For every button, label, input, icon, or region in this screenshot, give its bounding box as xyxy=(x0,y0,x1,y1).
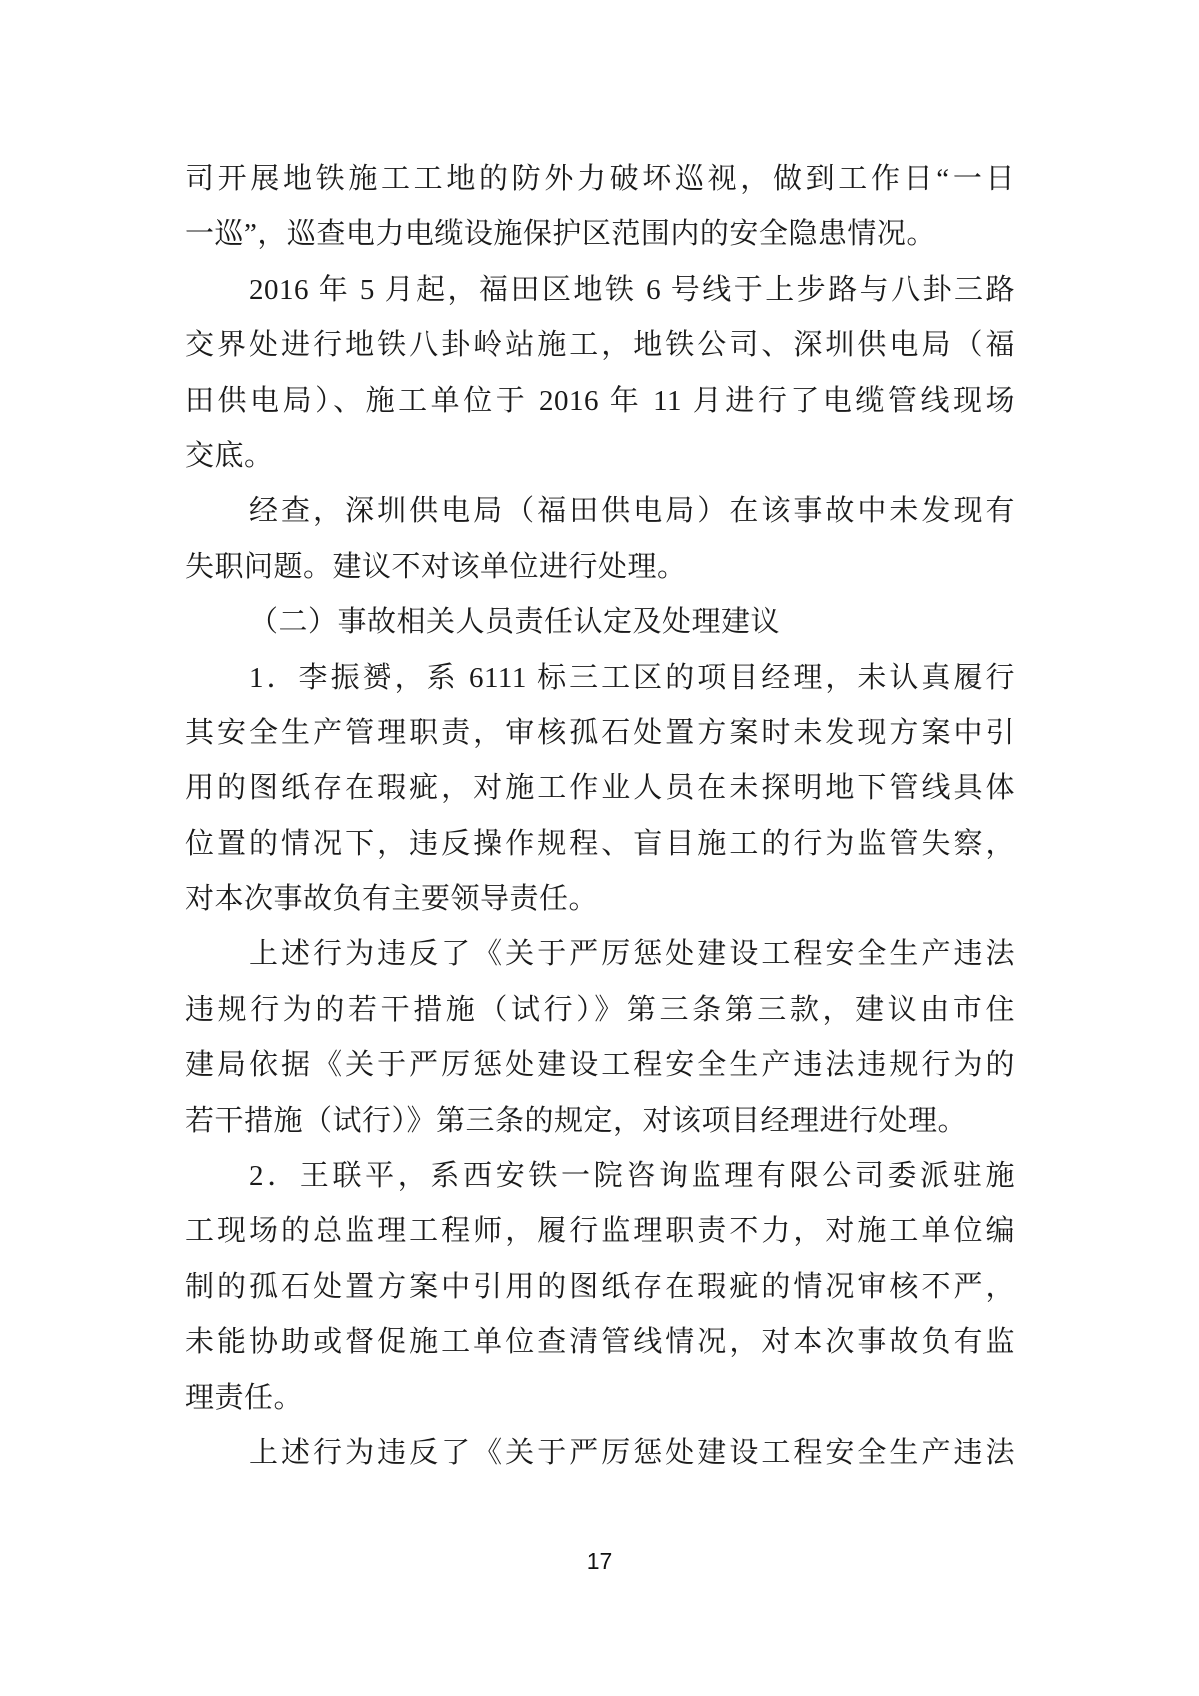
text-line: 交底。 xyxy=(185,439,274,472)
paragraph xyxy=(185,484,1015,595)
text-line: 若干措施（试行）》第三条的规定，对该项目经理进行处理。 xyxy=(185,1104,968,1137)
page-number: 17 xyxy=(586,1548,613,1574)
text-line: 2016 年 5 月起，福田区地铁 6 号线于上步路与八卦三路 xyxy=(249,273,1015,306)
text-line: 上述行为违反了《关于严厉惩处建设工程安全生产违法 xyxy=(249,938,1015,971)
paragraph xyxy=(185,595,1015,650)
text-line: 制的孤石处置方案中引用的图纸存在瑕疵的情况审核不严， xyxy=(185,1270,1015,1303)
paragraph xyxy=(185,152,1015,263)
text-line: 对本次事故负有主要领导责任。 xyxy=(185,883,599,916)
text-line: 其安全生产管理职责，审核孤石处置方案时未发现方案中引 xyxy=(185,716,1015,749)
text-line: 理责任。 xyxy=(185,1381,304,1414)
page-footer xyxy=(0,1548,1199,1575)
text-line: 经查，深圳供电局（福田供电局）在该事故中未发现有 xyxy=(249,495,1015,528)
text-line: 用的图纸存在瑕疵，对施工作业人员在未探明地下管线具体 xyxy=(185,772,1015,805)
text-line: 一巡”，巡查电力电缆设施保护区范围内的安全隐患情况。 xyxy=(185,218,936,251)
document-body xyxy=(185,152,1015,1481)
text-line: 上述行为违反了《关于严厉惩处建设工程安全生产违法 xyxy=(249,1436,1015,1469)
text-line: 位置的情况下，违反操作规程、盲目施工的行为监管失察， xyxy=(185,827,1015,860)
text-line: 未能协助或督促施工单位查清管线情况，对本次事故负有监 xyxy=(185,1326,1015,1359)
text-line: 违规行为的若干措施（试行）》第三条第三款，建议由市住 xyxy=(185,993,1015,1026)
text-line: 建局依据《关于严厉惩处建设工程安全生产违法违规行为的 xyxy=(185,1049,1015,1082)
text-line: 1．李振赟，系 6111 标三工区的项目经理，未认真履行 xyxy=(249,661,1015,694)
paragraph xyxy=(185,1149,1015,1426)
text-line: 交界处进行地铁八卦岭站施工，地铁公司、深圳供电局（福 xyxy=(185,329,1015,362)
text-line: 工现场的总监理工程师，履行监理职责不力，对施工单位编 xyxy=(185,1215,1015,1248)
paragraph xyxy=(185,651,1015,928)
paragraph xyxy=(185,927,1015,1149)
paragraph xyxy=(185,263,1015,485)
text-line: 2．王联平，系西安铁一院咨询监理有限公司委派驻施 xyxy=(249,1160,1015,1193)
text-line: （二）事故相关人员责任认定及处理建议 xyxy=(249,606,781,639)
text-line: 失职问题。建议不对该单位进行处理。 xyxy=(185,550,687,583)
text-line: 田供电局）、施工单位于 2016 年 11 月进行了电缆管线现场 xyxy=(185,384,1015,417)
text-line: 司开展地铁施工工地的防外力破坏巡视，做到工作日“一日 xyxy=(185,163,1015,195)
paragraph xyxy=(185,1426,1015,1481)
